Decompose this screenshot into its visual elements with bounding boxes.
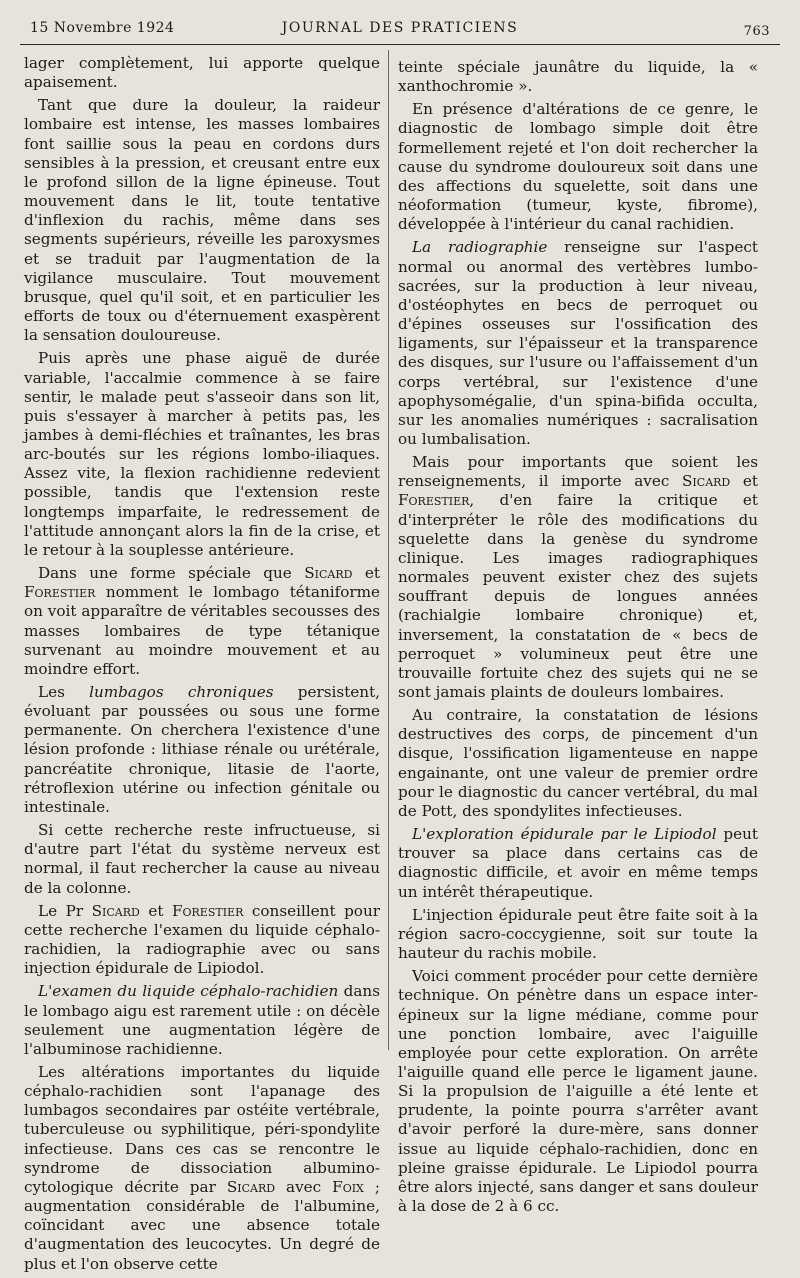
- text-run: Les: [38, 683, 90, 701]
- text-run: ; augmentation considérable de l'albumine, coïncidant avec une absence totale d'augmentation des leucocytes. Un degré de plus et l'on observe cette: [24, 1177, 380, 1273]
- paragraph: [24, 982, 380, 1059]
- paragraph: [398, 453, 758, 702]
- paragraph: Si cette recherche reste infructueuse, si d'autre part l'état du système nerveux est normal, il faut rechercher la cause au niveau de la colonne.: [24, 821, 380, 897]
- author-name: Sicard: [682, 472, 731, 491]
- author-name: Foix: [332, 1177, 364, 1196]
- text-run: et: [139, 901, 172, 920]
- text-run: renseigne sur l'aspect normal ou anormal des vertèbres lumbo-sacrées, sur la production à leur niveau, d'ostéophytes en becs de perroquet ou d'épines osseuses sur l'ossification des ligaments, sur l'épaisseur et la transparence des disques, sur l'usure ou l'affaissement d'un corps vertébral, sur l'existence d'une apophysomégalie, d'un spina-bifida occulta, sur les anomalies numériques : sacralisation ou lumbalisation.: [398, 238, 758, 448]
- text-run: Les altérations importantes du liquide céphalo-rachidien sont l'apanage des lumbagos secondaires par ostéite vertébrale, tuberculeuse ou syphilitique, péri-spondylite infectieuse. Dans ces cas se rencontre le syndrome de dissociation albumino-cytologique décrite par: [24, 1062, 380, 1196]
- author-name: Sicard: [226, 1177, 276, 1196]
- journal-title: JOURNAL DES PRATICIENS: [281, 20, 519, 36]
- author-name: Forestier: [171, 901, 244, 920]
- text-run: nomment le lombago tétaniforme on voit apparaître de véritables secousses des masses lombaires de type tétanique survenant au moindre mouvement et au moindre effort.: [24, 583, 380, 678]
- text-run: dans le lombago aigu est rarement utile : on décèle seulement une augmentation légère de l'albuminose rachidienne.: [24, 982, 380, 1058]
- text-run: persistent, évoluant par poussées ou sous une forme permanente. On cherchera l'existence d'une lésion profonde : lithiase rénale ou urétérale, pancréatite chronique, litasie de l'aorte, rétroflexion utérine ou infection génitale ou intestinale.: [24, 683, 381, 816]
- text-run: et: [730, 472, 759, 491]
- text-run: avec: [275, 1177, 333, 1196]
- paragraph: [24, 683, 380, 817]
- paragraph: Voici comment procéder pour cette dernière technique. On pénètre dans un espace inter-épineux sur la ligne médiane, comme pour une ponction lombaire, avec l'aiguille employée pour cette exploration. On arrête l'aiguille quand elle perce le ligament jaune. Si la propulsion de l'aiguille a été lente et prudente, la pointe pourra s'arrêter avant d'avoir perforé la dure-mère, sans donner issue au liquide céphalo-rachidien, donc en pleine graisse épidurale. Le Lipiodol pourra être alors injecté, sans danger et sans douleur à la dose de 2 à 6 cc.: [398, 967, 758, 1216]
- paragraph: [24, 902, 380, 979]
- paragraph: L'injection épidurale peut être faite soit à la région sacro-coccygienne, soit sur toute la hauteur du rachis mobile.: [398, 905, 758, 963]
- page-number: 763: [743, 24, 770, 39]
- right-column: [398, 58, 758, 1220]
- running-header: [30, 18, 770, 40]
- text-run: Dans une forme spéciale que: [38, 564, 305, 583]
- author-name: Forestier: [24, 583, 96, 602]
- column-divider: [388, 50, 389, 1050]
- italic-term: La radiographie: [412, 238, 548, 257]
- author-name: Sicard: [304, 564, 353, 583]
- issue-date: 15 Novembre 1924: [30, 20, 175, 36]
- italic-term: L'examen du liquide céphalo-rachidien: [38, 982, 339, 1001]
- text-run: , d'en faire la critique et d'interpréter le rôle des modifications du squelette dans la genèse du syndrome clinique. Les images radiographiques normales peuvent exister chez des sujets souffrant depuis de longues années (rachialgie lombaire chronique) et, inversement, la constatation de « becs de perroquet » volumineux peut être une trouvaille fortuite chez des sujets qui ne se sont jamais plaints de douleurs lombaires.: [398, 491, 758, 701]
- paragraph: [24, 564, 380, 679]
- text-run: peut trouver sa place dans certains cas de diagnostic difficile, et avoir en même temps un intérêt thérapeutique.: [398, 825, 758, 901]
- italic-term: lumbagos chroniques: [89, 683, 274, 701]
- header-rule: [20, 44, 780, 45]
- italic-term: L'exploration épidurale par le Lipiodol: [412, 825, 717, 844]
- text-run: Le Pr: [38, 901, 92, 920]
- paragraph: En présence d'altérations de ce genre, le diagnostic de lombago simple doit être formellement rejeté et l'on doit rechercher la cause du syndrome douloureux soit dans une des affections du squelette, soit dans une néoformation (tumeur, kyste, fibrome), développée à l'intérieur du canal rachidien.: [398, 100, 758, 234]
- author-name: Forestier: [398, 491, 470, 510]
- text-run: conseillent pour cette recherche l'examen du liquide céphalo-rachidien, la radiographie avec ou sans injection épidurale de Lipiodol.: [24, 901, 380, 978]
- paragraph: Puis après une phase aiguë de durée variable, l'accalmie commence à se faire sentir, le malade peut s'asseoir dans son lit, puis s'essayer à marcher à petits pas, les jambes à demi-fléchies et traînantes, les bras arc-boutés sur les régions lombo-iliaques. Assez vite, la flexion rachidienne redevient possible, tandis que l'extension reste longtemps imparfaite, le redressement de l'attitude annonçant alors la fin de la crise, et le retour à la souplesse antérieure.: [24, 349, 380, 559]
- paragraph: Tant que dure la douleur, la raideur lombaire est intense, les masses lombaires font saillie sous la peau en cordons durs sensibles à la pression, et creusant entre eux le profond sillon de la ligne épineuse. Tout mouvement dans le lit, toute tentative d'inflexion du rachis, même dans ses segments supérieurs, réveille les paroxysmes et se traduit par l'augmentation de la vigilance musculaire. Tout mouvement brusque, quel qu'il soit, et en particulier les efforts de toux ou d'éternuement exaspèrent la sensation douloureuse.: [24, 96, 380, 345]
- paragraph: Au contraire, la constatation de lésions destructives des corps, de pincement d'un disque, l'ossification ligamenteuse en nappe engainante, ont une valeur de premier ordre pour le diagnostic du cancer vertébral, du mal de Pott, des spondylites infectieuses.: [398, 706, 758, 820]
- text-run: Mais pour importants que soient les renseignements, il importe avec: [398, 453, 758, 491]
- left-column: [24, 54, 380, 1278]
- paragraph: [24, 1063, 380, 1274]
- paragraph: teinte spéciale jaunâtre du liquide, la « xanthochromie ».: [398, 58, 758, 96]
- paragraph: [398, 238, 758, 449]
- paragraph: lager complètement, lui apporte quelque apaisement.: [24, 54, 380, 92]
- paragraph: [398, 825, 758, 902]
- text-run: et: [352, 564, 381, 583]
- author-name: Sicard: [91, 901, 140, 920]
